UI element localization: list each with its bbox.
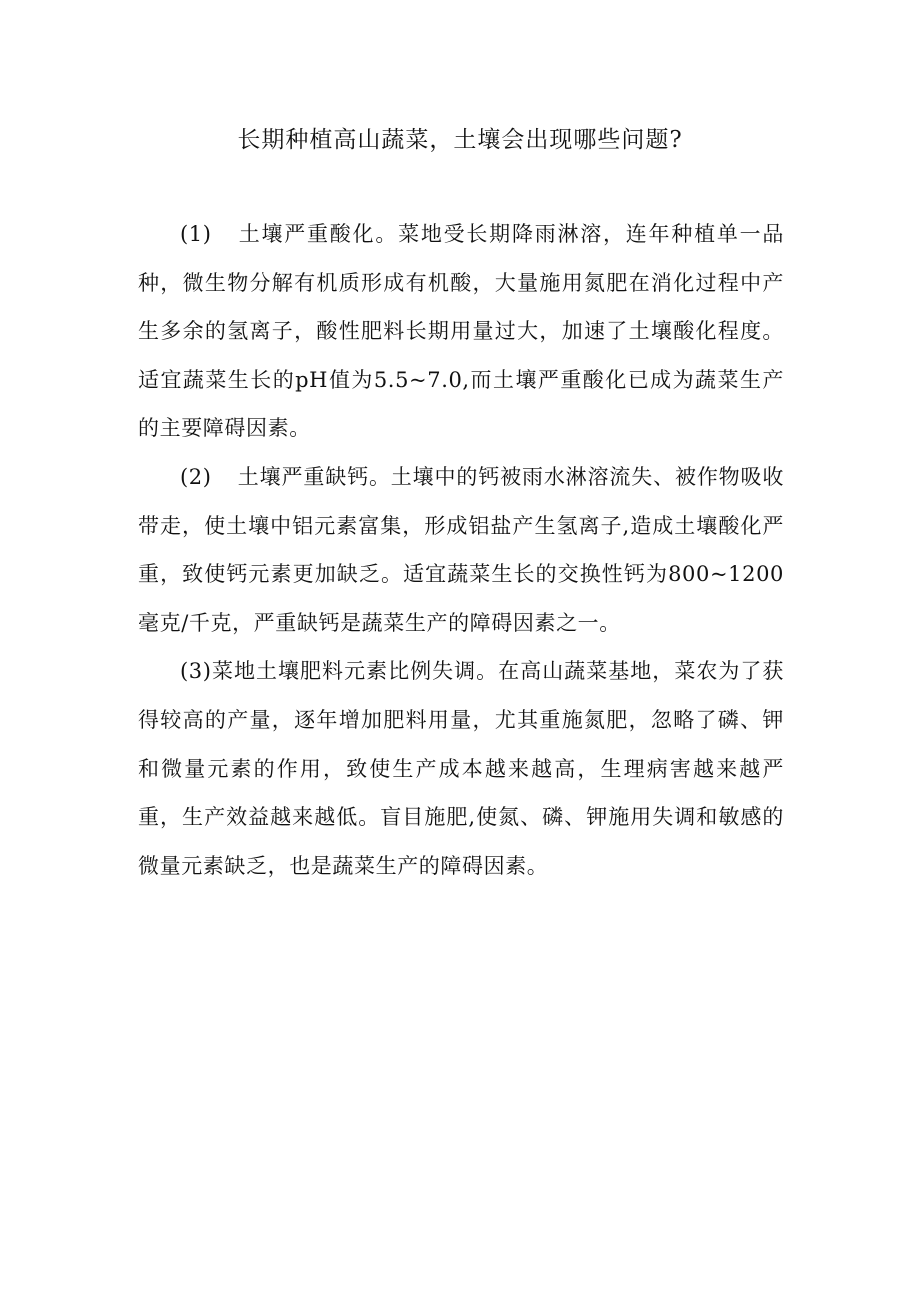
paragraph-2-text: 土壤严重缺钙。土壤中的钙被雨水淋溶流失、被作物吸收带走，使土壤中铝元素富集，形成铝盐产生氢离子,造成土壤酸化严重，致使钙元素更加缺乏。适宜蔬菜生长的交换性钙为800~1200毫克/千克，严重缺钙是蔬菜生产的障碍因素之一。	[138, 464, 784, 635]
paragraph-3-number: (3)	[180, 659, 212, 684]
document-title: 长期种植高山蔬菜，土壤会出现哪些问题?	[237, 127, 683, 153]
document-body	[138, 210, 784, 890]
paragraph-1	[138, 210, 784, 453]
paragraph-1-text: 土壤严重酸化。菜地受长期降雨淋溶，连年种植单一品种，微生物分解有机质形成有机酸，大量施用氮肥在消化过程中产生多余的氢离子，酸性肥料长期用量过大，加速了土壤酸化程度。适宜蔬菜生长的pH值为5.5~7.0,而土壤严重酸化已成为蔬菜生产的主要障碍因素。	[138, 222, 784, 441]
paragraph-2-number: (2)	[180, 464, 212, 489]
paragraph-3	[138, 647, 784, 890]
paragraph-3-text: 菜地土壤肥料元素比例失调。在高山蔬菜基地，菜农为了获得较高的产量，逐年增加肥料用量，尤其重施氮肥，忽略了磷、钾和微量元素的作用，致使生产成本越来越高，生理病害越来越严重，生产效益越来越低。盲目施肥,使氮、磷、钾施用失调和敏感的微量元素缺乏，也是蔬菜生产的障碍因素。	[138, 659, 784, 878]
paragraph-2	[138, 453, 784, 647]
paragraph-1-number: (1)	[180, 222, 212, 246]
